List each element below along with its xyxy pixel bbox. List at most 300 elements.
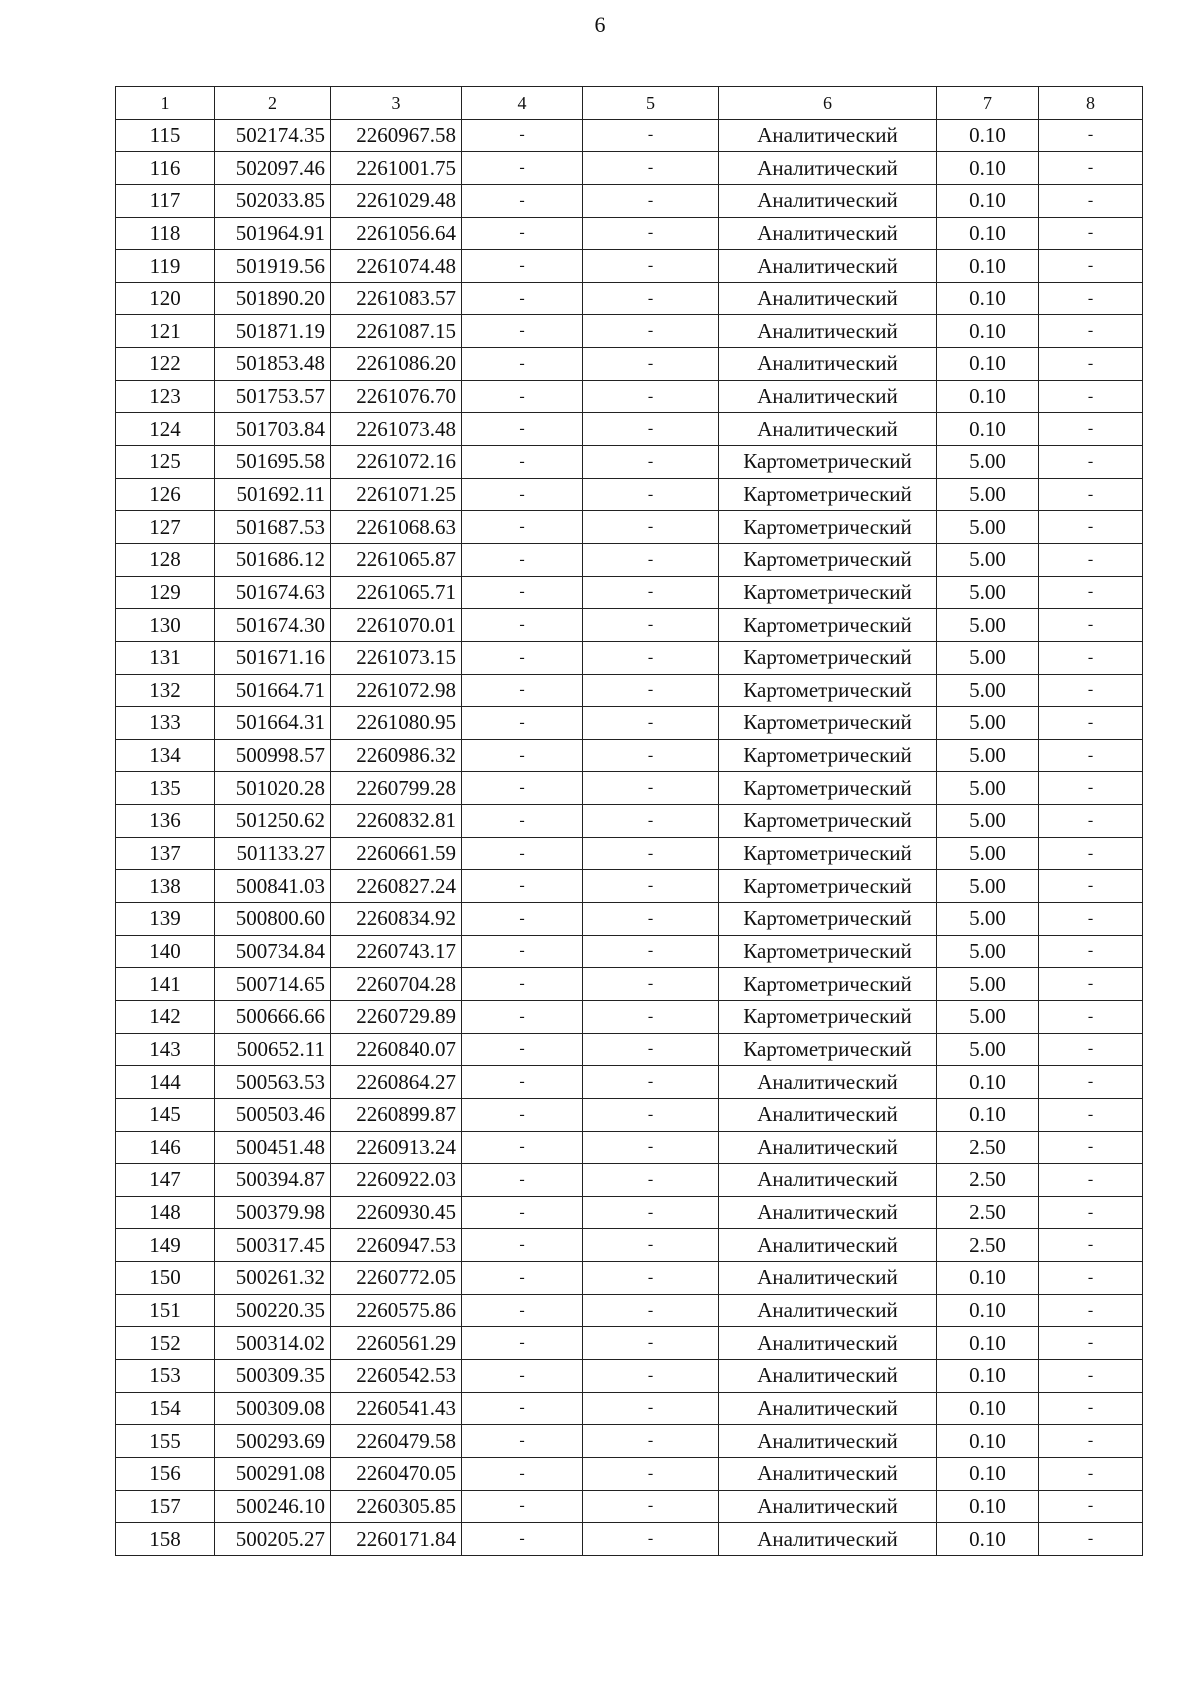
cell-coord-x: 500293.69 [215, 1425, 331, 1458]
cell-method: Аналитический [719, 250, 937, 283]
cell-col-4: - [462, 282, 583, 315]
cell-method: Картометрический [719, 772, 937, 805]
cell-coord-x: 500246.10 [215, 1490, 331, 1523]
cell-accuracy: 5.00 [937, 837, 1039, 870]
cell-coord-y: 2260772.05 [331, 1262, 462, 1295]
cell-col-5: - [583, 641, 719, 674]
cell-coord-y: 2260541.43 [331, 1392, 462, 1425]
cell-accuracy: 5.00 [937, 511, 1039, 544]
page-number: 6 [594, 12, 606, 37]
cell-col-8: - [1039, 250, 1143, 283]
cell-point-number: 143 [116, 1033, 215, 1066]
cell-col-4: - [462, 1196, 583, 1229]
cell-coord-y: 2261072.16 [331, 446, 462, 479]
cell-col-4: - [462, 119, 583, 152]
cell-col-5: - [583, 1523, 719, 1556]
cell-coord-y: 2261087.15 [331, 315, 462, 348]
cell-coord-y: 2261080.95 [331, 707, 462, 740]
cell-col-8: - [1039, 1098, 1143, 1131]
cell-col-8: - [1039, 1033, 1143, 1066]
cell-point-number: 128 [116, 543, 215, 576]
cell-col-4: - [462, 805, 583, 838]
cell-coord-x: 500291.08 [215, 1457, 331, 1490]
cell-method: Аналитический [719, 1294, 937, 1327]
cell-point-number: 133 [116, 707, 215, 740]
cell-point-number: 117 [116, 184, 215, 217]
cell-method: Картометрический [719, 935, 937, 968]
cell-coord-y: 2260967.58 [331, 119, 462, 152]
cell-col-4: - [462, 1392, 583, 1425]
cell-col-8: - [1039, 1229, 1143, 1262]
cell-col-4: - [462, 1523, 583, 1556]
cell-point-number: 116 [116, 152, 215, 185]
cell-coord-y: 2260930.45 [331, 1196, 462, 1229]
cell-coord-y: 2260171.84 [331, 1523, 462, 1556]
cell-col-8: - [1039, 935, 1143, 968]
cell-col-4: - [462, 576, 583, 609]
cell-coord-x: 500205.27 [215, 1523, 331, 1556]
table-row [116, 1000, 1143, 1033]
cell-col-4: - [462, 543, 583, 576]
cell-accuracy: 0.10 [937, 1294, 1039, 1327]
cell-col-5: - [583, 772, 719, 805]
cell-point-number: 149 [116, 1229, 215, 1262]
cell-col-8: - [1039, 1327, 1143, 1360]
table-row [116, 641, 1143, 674]
cell-col-8: - [1039, 805, 1143, 838]
cell-col-5: - [583, 1229, 719, 1262]
cell-col-8: - [1039, 348, 1143, 381]
cell-coord-x: 500734.84 [215, 935, 331, 968]
cell-col-8: - [1039, 576, 1143, 609]
cell-point-number: 154 [116, 1392, 215, 1425]
table-row [116, 119, 1143, 152]
cell-col-5: - [583, 543, 719, 576]
cell-col-4: - [462, 1359, 583, 1392]
table-row [116, 446, 1143, 479]
cell-col-5: - [583, 380, 719, 413]
cell-method: Аналитический [719, 1066, 937, 1099]
table-row [116, 576, 1143, 609]
cell-col-5: - [583, 609, 719, 642]
cell-coord-x: 501703.84 [215, 413, 331, 446]
cell-accuracy: 0.10 [937, 1490, 1039, 1523]
cell-point-number: 151 [116, 1294, 215, 1327]
table-row [116, 250, 1143, 283]
cell-coord-x: 500379.98 [215, 1196, 331, 1229]
cell-accuracy: 5.00 [937, 543, 1039, 576]
cell-method: Аналитический [719, 152, 937, 185]
cell-point-number: 134 [116, 739, 215, 772]
cell-method: Картометрический [719, 511, 937, 544]
cell-col-8: - [1039, 968, 1143, 1001]
cell-point-number: 132 [116, 674, 215, 707]
cell-col-8: - [1039, 903, 1143, 936]
cell-method: Картометрический [719, 870, 937, 903]
cell-coord-y: 2261001.75 [331, 152, 462, 185]
cell-coord-y: 2260575.86 [331, 1294, 462, 1327]
cell-col-4: - [462, 1425, 583, 1458]
cell-coord-x: 501133.27 [215, 837, 331, 870]
cell-method: Аналитический [719, 1229, 937, 1262]
cell-method: Аналитический [719, 1425, 937, 1458]
cell-col-4: - [462, 1000, 583, 1033]
cell-col-8: - [1039, 478, 1143, 511]
cell-accuracy: 0.10 [937, 1098, 1039, 1131]
cell-col-5: - [583, 1490, 719, 1523]
cell-method: Картометрический [719, 1000, 937, 1033]
cell-coord-x: 500309.35 [215, 1359, 331, 1392]
cell-accuracy: 2.50 [937, 1131, 1039, 1164]
table-row [116, 935, 1143, 968]
cell-accuracy: 0.10 [937, 1425, 1039, 1458]
cell-accuracy: 0.10 [937, 282, 1039, 315]
table-row [116, 1294, 1143, 1327]
cell-coord-x: 501695.58 [215, 446, 331, 479]
cell-coord-y: 2260479.58 [331, 1425, 462, 1458]
cell-col-4: - [462, 935, 583, 968]
table-row [116, 1327, 1143, 1360]
cell-coord-y: 2261072.98 [331, 674, 462, 707]
cell-coord-x: 500503.46 [215, 1098, 331, 1131]
cell-coord-y: 2260827.24 [331, 870, 462, 903]
cell-method: Картометрический [719, 576, 937, 609]
cell-coord-y: 2260834.92 [331, 903, 462, 936]
cell-col-5: - [583, 739, 719, 772]
cell-accuracy: 5.00 [937, 576, 1039, 609]
table-row [116, 1229, 1143, 1262]
cell-accuracy: 0.10 [937, 1262, 1039, 1295]
cell-coord-x: 501686.12 [215, 543, 331, 576]
cell-coord-x: 501890.20 [215, 282, 331, 315]
cell-col-4: - [462, 184, 583, 217]
cell-point-number: 130 [116, 609, 215, 642]
table-row [116, 1196, 1143, 1229]
table-row [116, 282, 1143, 315]
cell-coord-y: 2260704.28 [331, 968, 462, 1001]
table-row [116, 413, 1143, 446]
cell-coord-y: 2260561.29 [331, 1327, 462, 1360]
cell-point-number: 115 [116, 119, 215, 152]
cell-col-8: - [1039, 1294, 1143, 1327]
cell-accuracy: 0.10 [937, 119, 1039, 152]
cell-coord-x: 500563.53 [215, 1066, 331, 1099]
cell-coord-y: 2261065.71 [331, 576, 462, 609]
cell-method: Аналитический [719, 1327, 937, 1360]
table-row [116, 543, 1143, 576]
cell-col-5: - [583, 903, 719, 936]
cell-coord-x: 500317.45 [215, 1229, 331, 1262]
cell-coord-x: 502174.35 [215, 119, 331, 152]
cell-method: Картометрический [719, 903, 937, 936]
table-row [116, 478, 1143, 511]
cell-accuracy: 0.10 [937, 250, 1039, 283]
cell-col-8: - [1039, 870, 1143, 903]
cell-accuracy: 5.00 [937, 1000, 1039, 1033]
cell-method: Аналитический [719, 413, 937, 446]
cell-col-4: - [462, 1327, 583, 1360]
cell-method: Картометрический [719, 739, 937, 772]
cell-point-number: 131 [116, 641, 215, 674]
cell-col-4: - [462, 1262, 583, 1295]
cell-col-4: - [462, 315, 583, 348]
cell-method: Картометрический [719, 1033, 937, 1066]
cell-point-number: 118 [116, 217, 215, 250]
cell-method: Аналитический [719, 217, 937, 250]
cell-point-number: 144 [116, 1066, 215, 1099]
cell-method: Аналитический [719, 1457, 937, 1490]
cell-method: Аналитический [719, 380, 937, 413]
cell-point-number: 123 [116, 380, 215, 413]
cell-coord-y: 2260729.89 [331, 1000, 462, 1033]
cell-col-8: - [1039, 152, 1143, 185]
cell-coord-y: 2261083.57 [331, 282, 462, 315]
cell-coord-x: 502033.85 [215, 184, 331, 217]
table-row [116, 184, 1143, 217]
cell-accuracy: 0.10 [937, 1066, 1039, 1099]
cell-coord-x: 501664.71 [215, 674, 331, 707]
cell-col-5: - [583, 1457, 719, 1490]
column-header-2: 2 [215, 87, 331, 120]
cell-col-5: - [583, 217, 719, 250]
cell-accuracy: 5.00 [937, 968, 1039, 1001]
cell-col-5: - [583, 837, 719, 870]
table-row [116, 772, 1143, 805]
cell-accuracy: 2.50 [937, 1196, 1039, 1229]
cell-coord-x: 500314.02 [215, 1327, 331, 1360]
cell-point-number: 120 [116, 282, 215, 315]
cell-point-number: 150 [116, 1262, 215, 1295]
cell-col-8: - [1039, 837, 1143, 870]
cell-point-number: 121 [116, 315, 215, 348]
cell-method: Картометрический [719, 478, 937, 511]
table-row [116, 837, 1143, 870]
cell-col-8: - [1039, 1490, 1143, 1523]
cell-coord-y: 2260470.05 [331, 1457, 462, 1490]
cell-method: Картометрический [719, 641, 937, 674]
cell-accuracy: 0.10 [937, 1327, 1039, 1360]
cell-col-4: - [462, 1098, 583, 1131]
cell-method: Аналитический [719, 348, 937, 381]
cell-col-8: - [1039, 446, 1143, 479]
cell-coord-x: 501687.53 [215, 511, 331, 544]
cell-method: Аналитический [719, 1098, 937, 1131]
table-row [116, 1164, 1143, 1197]
cell-point-number: 157 [116, 1490, 215, 1523]
cell-col-4: - [462, 641, 583, 674]
cell-method: Аналитический [719, 184, 937, 217]
cell-coord-x: 500451.48 [215, 1131, 331, 1164]
column-header-8: 8 [1039, 87, 1143, 120]
cell-point-number: 124 [116, 413, 215, 446]
cell-method: Картометрический [719, 837, 937, 870]
table-row [116, 1262, 1143, 1295]
cell-accuracy: 0.10 [937, 413, 1039, 446]
cell-col-8: - [1039, 380, 1143, 413]
cell-coord-x: 500394.87 [215, 1164, 331, 1197]
cell-point-number: 126 [116, 478, 215, 511]
cell-col-5: - [583, 250, 719, 283]
cell-col-5: - [583, 805, 719, 838]
cell-coord-y: 2260947.53 [331, 1229, 462, 1262]
cell-col-5: - [583, 184, 719, 217]
cell-col-4: - [462, 511, 583, 544]
cell-coord-y: 2260832.81 [331, 805, 462, 838]
cell-col-5: - [583, 1392, 719, 1425]
cell-point-number: 127 [116, 511, 215, 544]
cell-col-4: - [462, 1457, 583, 1490]
cell-accuracy: 0.10 [937, 1359, 1039, 1392]
table-row [116, 870, 1143, 903]
cell-col-8: - [1039, 282, 1143, 315]
cell-col-8: - [1039, 707, 1143, 740]
cell-col-8: - [1039, 119, 1143, 152]
cell-coord-x: 500261.32 [215, 1262, 331, 1295]
cell-accuracy: 5.00 [937, 641, 1039, 674]
cell-coord-x: 500666.66 [215, 1000, 331, 1033]
cell-method: Картометрический [719, 543, 937, 576]
cell-method: Картометрический [719, 446, 937, 479]
cell-col-8: - [1039, 1392, 1143, 1425]
table-row [116, 1425, 1143, 1458]
table-row [116, 511, 1143, 544]
cell-col-5: - [583, 315, 719, 348]
cell-coord-x: 500841.03 [215, 870, 331, 903]
cell-coord-y: 2260986.32 [331, 739, 462, 772]
column-header-5: 5 [583, 87, 719, 120]
cell-accuracy: 5.00 [937, 772, 1039, 805]
table-row [116, 1359, 1143, 1392]
cell-point-number: 142 [116, 1000, 215, 1033]
coordinates-table [115, 86, 1143, 1556]
cell-coord-y: 2260864.27 [331, 1066, 462, 1099]
table-row [116, 348, 1143, 381]
cell-accuracy: 5.00 [937, 446, 1039, 479]
cell-coord-x: 500800.60 [215, 903, 331, 936]
cell-col-4: - [462, 870, 583, 903]
cell-method: Картометрический [719, 707, 937, 740]
cell-col-5: - [583, 1098, 719, 1131]
cell-point-number: 136 [116, 805, 215, 838]
cell-coord-y: 2261074.48 [331, 250, 462, 283]
cell-method: Аналитический [719, 1523, 937, 1556]
cell-point-number: 152 [116, 1327, 215, 1360]
cell-point-number: 138 [116, 870, 215, 903]
cell-col-8: - [1039, 1262, 1143, 1295]
cell-col-8: - [1039, 739, 1143, 772]
cell-col-8: - [1039, 1000, 1143, 1033]
cell-coord-x: 500652.11 [215, 1033, 331, 1066]
cell-col-8: - [1039, 511, 1143, 544]
cell-coord-x: 501674.63 [215, 576, 331, 609]
column-header-6: 6 [719, 87, 937, 120]
table-row [116, 1066, 1143, 1099]
cell-point-number: 139 [116, 903, 215, 936]
cell-col-5: - [583, 1359, 719, 1392]
cell-col-8: - [1039, 641, 1143, 674]
cell-col-8: - [1039, 1066, 1143, 1099]
table-row [116, 674, 1143, 707]
cell-col-5: - [583, 968, 719, 1001]
cell-point-number: 146 [116, 1131, 215, 1164]
cell-coord-x: 500309.08 [215, 1392, 331, 1425]
cell-col-8: - [1039, 609, 1143, 642]
cell-col-4: - [462, 250, 583, 283]
cell-method: Аналитический [719, 1262, 937, 1295]
cell-col-5: - [583, 282, 719, 315]
cell-accuracy: 5.00 [937, 870, 1039, 903]
cell-col-8: - [1039, 1457, 1143, 1490]
cell-col-4: - [462, 1033, 583, 1066]
cell-col-4: - [462, 1490, 583, 1523]
cell-col-8: - [1039, 674, 1143, 707]
cell-col-5: - [583, 870, 719, 903]
cell-coord-y: 2260743.17 [331, 935, 462, 968]
cell-point-number: 135 [116, 772, 215, 805]
cell-coord-y: 2260922.03 [331, 1164, 462, 1197]
cell-col-5: - [583, 1033, 719, 1066]
cell-col-5: - [583, 1327, 719, 1360]
table-row [116, 1457, 1143, 1490]
table-row [116, 968, 1143, 1001]
cell-method: Аналитический [719, 315, 937, 348]
cell-col-8: - [1039, 543, 1143, 576]
cell-coord-x: 501020.28 [215, 772, 331, 805]
cell-coord-y: 2260840.07 [331, 1033, 462, 1066]
table-row [116, 609, 1143, 642]
cell-col-5: - [583, 935, 719, 968]
cell-accuracy: 5.00 [937, 674, 1039, 707]
cell-col-5: - [583, 1425, 719, 1458]
cell-coord-y: 2261065.87 [331, 543, 462, 576]
cell-col-8: - [1039, 1359, 1143, 1392]
cell-point-number: 158 [116, 1523, 215, 1556]
cell-col-4: - [462, 446, 583, 479]
cell-col-8: - [1039, 1164, 1143, 1197]
table-row [116, 903, 1143, 936]
cell-point-number: 156 [116, 1457, 215, 1490]
cell-method: Аналитический [719, 1490, 937, 1523]
table-row [116, 315, 1143, 348]
cell-coord-x: 500220.35 [215, 1294, 331, 1327]
table-row [116, 152, 1143, 185]
cell-accuracy: 5.00 [937, 1033, 1039, 1066]
cell-method: Аналитический [719, 1392, 937, 1425]
cell-col-4: - [462, 217, 583, 250]
table-row [116, 1490, 1143, 1523]
cell-coord-y: 2261056.64 [331, 217, 462, 250]
cell-method: Аналитический [719, 282, 937, 315]
cell-col-8: - [1039, 1425, 1143, 1458]
cell-accuracy: 5.00 [937, 478, 1039, 511]
cell-col-8: - [1039, 772, 1143, 805]
cell-coord-y: 2261029.48 [331, 184, 462, 217]
cell-col-5: - [583, 1262, 719, 1295]
cell-point-number: 119 [116, 250, 215, 283]
cell-coord-y: 2261086.20 [331, 348, 462, 381]
cell-accuracy: 0.10 [937, 315, 1039, 348]
cell-point-number: 122 [116, 348, 215, 381]
cell-col-8: - [1039, 413, 1143, 446]
table-row [116, 1523, 1143, 1556]
table-row [116, 707, 1143, 740]
cell-col-5: - [583, 478, 719, 511]
cell-method: Аналитический [719, 1359, 937, 1392]
cell-col-8: - [1039, 184, 1143, 217]
cell-coord-x: 501250.62 [215, 805, 331, 838]
cell-coord-y: 2261070.01 [331, 609, 462, 642]
cell-col-4: - [462, 1164, 583, 1197]
